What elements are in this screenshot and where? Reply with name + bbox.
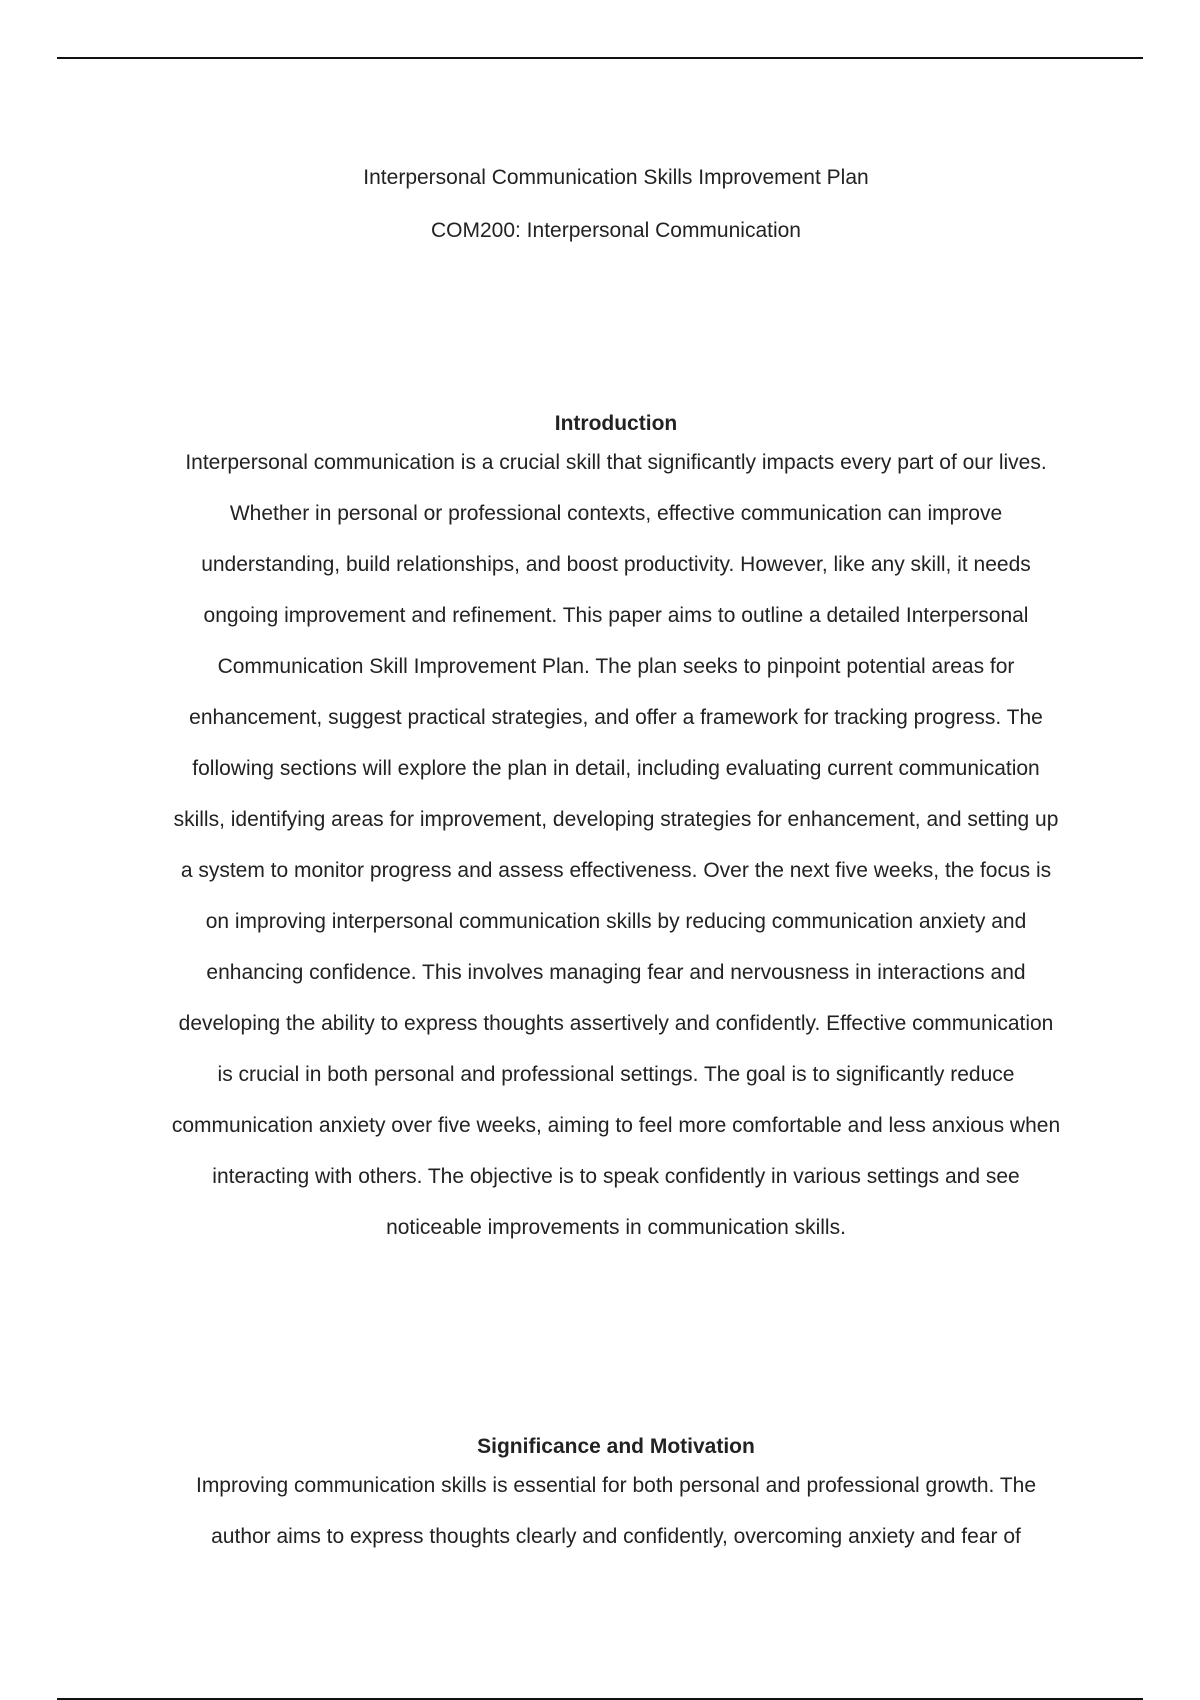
- paragraph-line: interacting with others. The objective is to speak confidently in various settings and see: [212, 1165, 1020, 1188]
- paragraph-line: on improving interpersonal communication skills by reducing communication anxiety and: [205, 910, 1027, 933]
- paragraph-line: a system to monitor progress and assess effectiveness. Over the next five weeks, the focus is: [180, 859, 1052, 882]
- paragraph-line: is crucial in both personal and professional settings. The goal is to significantly reduce: [217, 1063, 1015, 1086]
- paragraph-line: following sections will explore the plan in detail, including evaluating current communication: [192, 757, 1040, 780]
- paragraph-line: ongoing improvement and refinement. This paper aims to outline a detailed Interpersonal: [203, 604, 1029, 627]
- paragraph-line: noticeable improvements in communication skills.: [386, 1216, 846, 1239]
- header-rule: [57, 57, 1143, 59]
- paragraph-line: understanding, build relationships, and boost productivity. However, like any skill, it needs: [201, 553, 1031, 576]
- section-heading-significance: Significance and Motivation: [477, 1435, 755, 1458]
- section-heading-introduction: Introduction: [554, 412, 678, 435]
- paragraph-line: communication anxiety over five weeks, aiming to feel more comfortable and less anxious when: [171, 1114, 1061, 1137]
- paragraph-line: enhancing confidence. This involves managing fear and nervousness in interactions and: [206, 961, 1026, 984]
- paragraph-line: enhancement, suggest practical strategies, and offer a framework for tracking progress. The: [189, 706, 1043, 729]
- introduction-paragraph: [0, 437, 1200, 1253]
- paragraph-line: skills, identifying areas for improvement, developing strategies for enhancement, and setting up: [173, 808, 1059, 831]
- paragraph-line: developing the ability to express thoughts assertively and confidently. Effective communication: [178, 1012, 1054, 1035]
- paragraph-line: author aims to express thoughts clearly and confidently, overcoming anxiety and fear of: [211, 1525, 1021, 1548]
- document-title: Interpersonal Communication Skills Improvement Plan: [363, 166, 869, 189]
- course-name: COM200: Interpersonal Communication: [430, 219, 801, 242]
- significance-paragraph: [0, 1460, 1200, 1562]
- paragraph-line: Whether in personal or professional contexts, effective communication can improve: [229, 502, 1003, 525]
- paragraph-line: Interpersonal communication is a crucial skill that significantly impacts every part of our lives.: [185, 451, 1047, 474]
- paragraph-line: Communication Skill Improvement Plan. The plan seeks to pinpoint potential areas for: [217, 655, 1015, 678]
- paragraph-line: Improving communication skills is essential for both personal and professional growth. The: [195, 1474, 1037, 1497]
